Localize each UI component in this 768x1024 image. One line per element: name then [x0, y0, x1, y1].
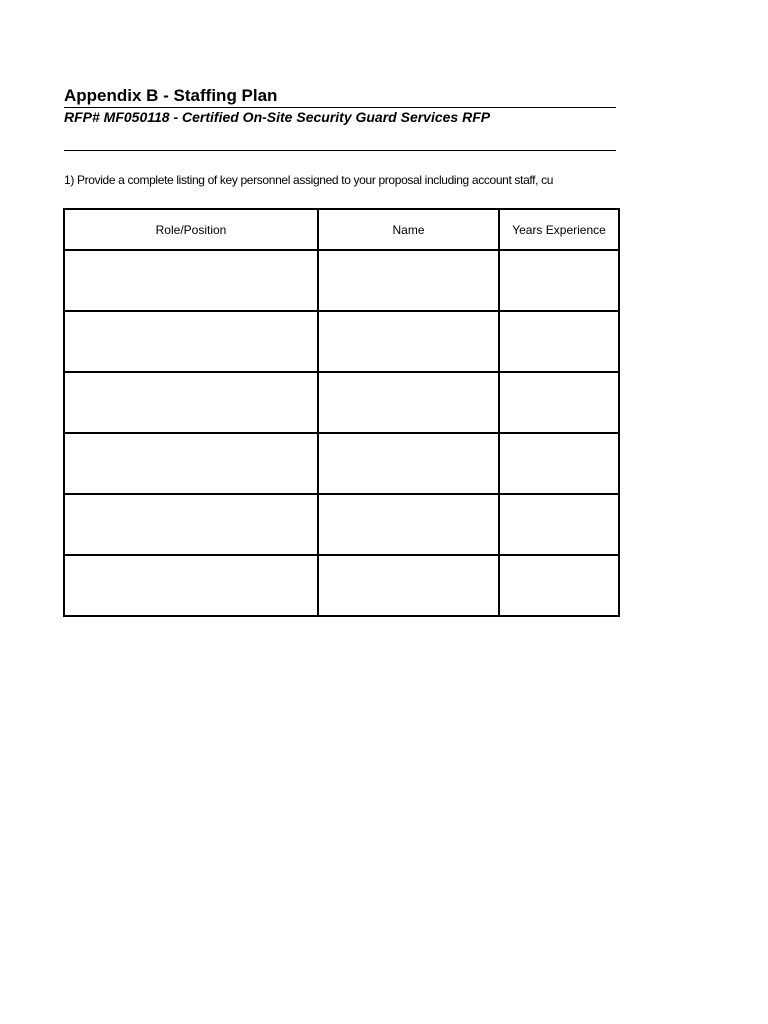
cell-years[interactable] — [499, 433, 619, 494]
page-subtitle: RFP# MF050118 - Certified On-Site Security Guard Services RFP — [64, 109, 491, 125]
cell-name[interactable] — [318, 250, 499, 311]
cell-name[interactable] — [318, 433, 499, 494]
cell-role[interactable] — [64, 372, 318, 433]
table-row — [64, 555, 619, 616]
staffing-table — [63, 208, 620, 617]
cell-role[interactable] — [64, 494, 318, 555]
table-header-row — [64, 209, 619, 250]
table-row — [64, 372, 619, 433]
page-title: Appendix B - Staffing Plan — [64, 86, 278, 105]
cell-role[interactable] — [64, 433, 318, 494]
table-row — [64, 250, 619, 311]
instruction-container — [64, 170, 618, 190]
cell-years[interactable] — [499, 311, 619, 372]
subtitle-divider — [64, 150, 616, 151]
header-role-position: Role/Position — [64, 209, 318, 250]
cell-role[interactable] — [64, 311, 318, 372]
table-row — [64, 433, 619, 494]
cell-name[interactable] — [318, 372, 499, 433]
cell-years[interactable] — [499, 494, 619, 555]
cell-name[interactable] — [318, 311, 499, 372]
table-row — [64, 311, 619, 372]
cell-years[interactable] — [499, 250, 619, 311]
cell-name[interactable] — [318, 494, 499, 555]
title-divider — [64, 107, 616, 108]
table-row — [64, 494, 619, 555]
instruction-text: 1) Provide a complete listing of key personnel assigned to your proposal including account staff, cu — [64, 173, 554, 187]
header-years-experience: Years Experience — [499, 209, 619, 250]
cell-name[interactable] — [318, 555, 499, 616]
cell-role[interactable] — [64, 250, 318, 311]
cell-role[interactable] — [64, 555, 318, 616]
header-name: Name — [318, 209, 499, 250]
cell-years[interactable] — [499, 372, 619, 433]
cell-years[interactable] — [499, 555, 619, 616]
